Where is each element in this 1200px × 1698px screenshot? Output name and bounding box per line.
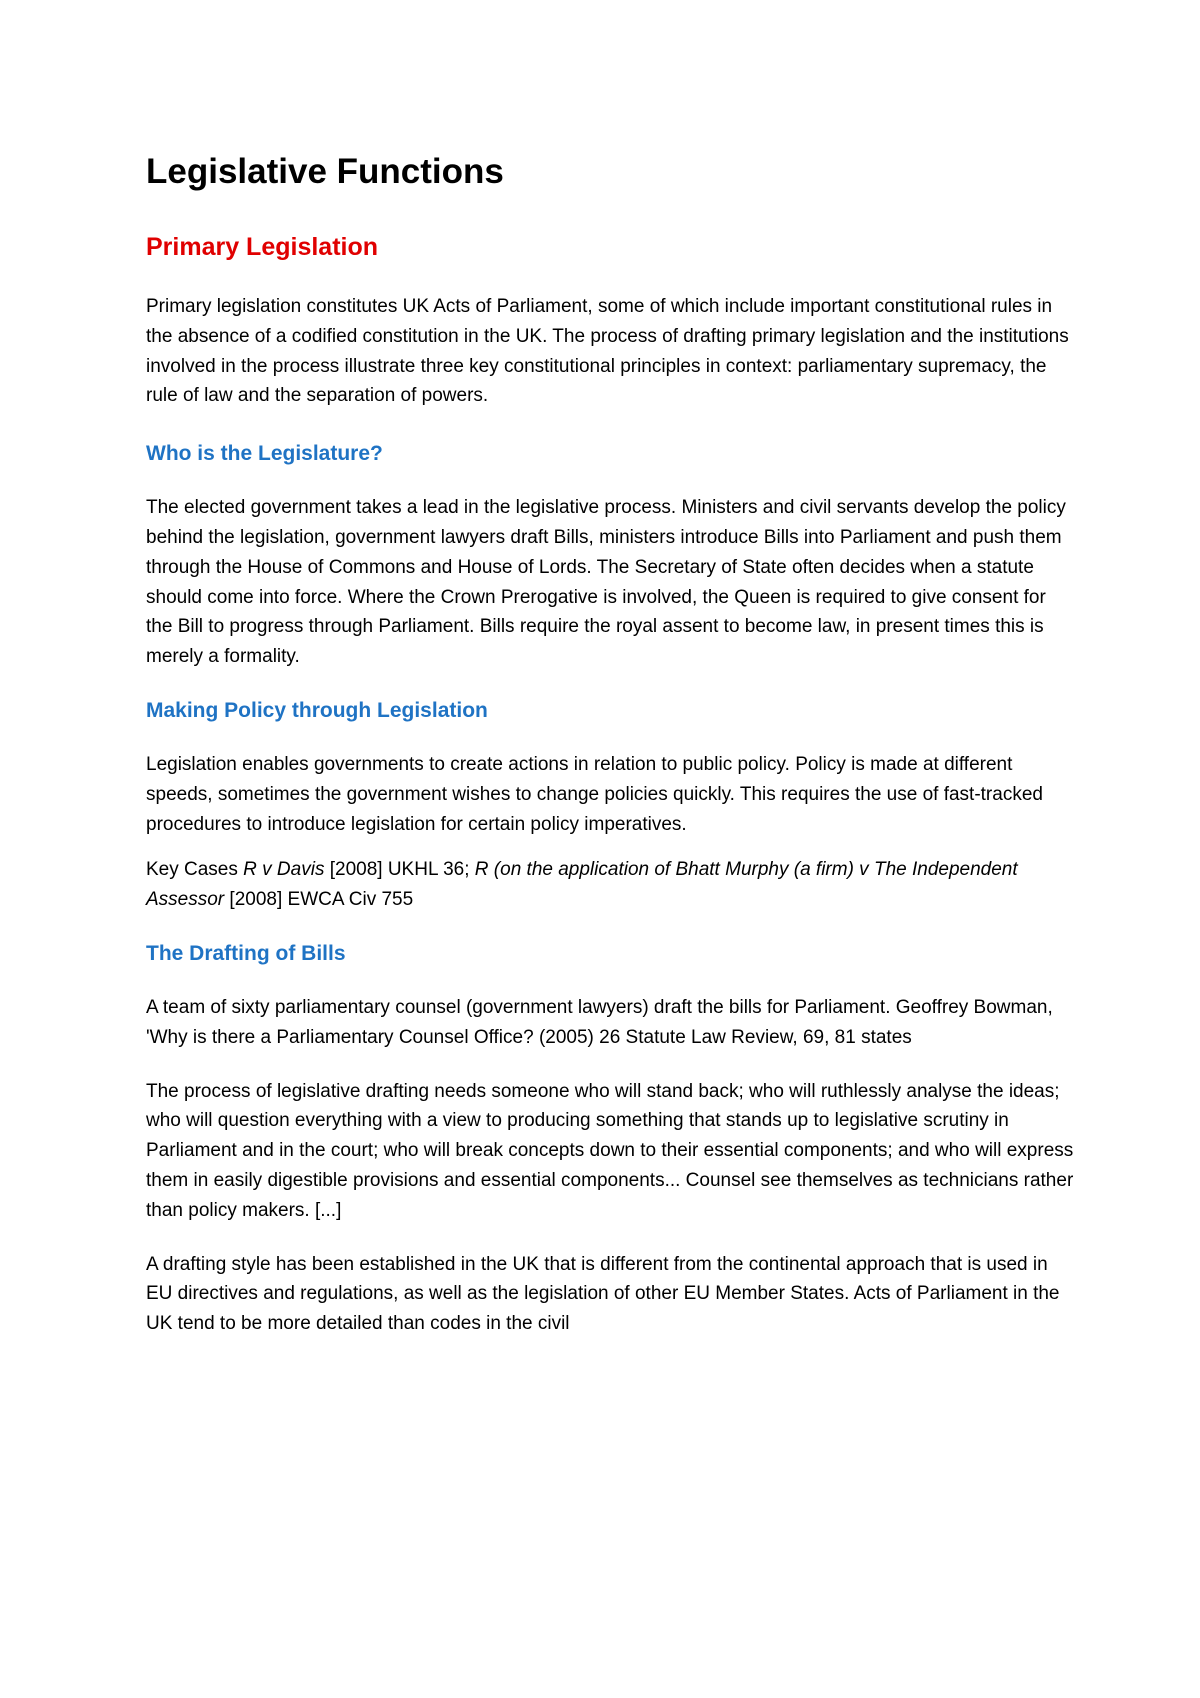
key-cases-paragraph	[146, 855, 1076, 915]
who-is-legislature-paragraph: The elected government takes a lead in the legislative process. Ministers and civil servants develop the policy behind the legislation, government lawyers draft Bills, ministers introduce Bills into Parliament and push them through the House of Commons and House of Lords. The Secretary of State often decides when a statute should come into force. Where the Crown Prerogative is involved, the Queen is required to give consent for the Bill to progress through Parliament. Bills require the royal assent to become law, in present times this is merely a formality.	[146, 497, 1066, 668]
primary-legislation-paragraph: Primary legislation constitutes UK Acts of Parliament, some of which include important constitutional rules in the absence of a codified constitution in the UK. The process of drafting primary legislation and the institutions involved in the process illustrate three key constitutional principles in context: parliamentary supremacy, the rule of law and the separation of powers.	[146, 296, 1069, 407]
document-page	[146, 150, 1076, 1339]
key-cases-prefix: Key Cases	[146, 859, 244, 881]
who-is-legislature-heading: Who is the Legislature?	[146, 442, 383, 466]
making-policy-paragraph: Legislation enables governments to create actions in relation to public policy. Policy is made at different speeds, sometimes the government wishes to change policies quickly. This requires the use of fast-tracked procedures to introduce legislation for certain policy imperatives.	[146, 753, 1043, 835]
case-2-name: R (on the application of Bhatt Murphy (a firm) v The Independent Assessor	[146, 859, 1018, 911]
case-2-citation: [2008] EWCA Civ 755	[224, 889, 414, 911]
case-1-citation: [2008] UKHL 36;	[324, 859, 475, 881]
primary-legislation-heading: Primary Legislation	[146, 233, 379, 261]
document-title: Legislative Functions	[146, 152, 504, 191]
drafting-paragraph-1: A team of sixty parliamentary counsel (government lawyers) draft the bills for Parliament. Geoffrey Bowman, 'Why is there a Parliamentary Counsel Office? (2005) 26 Statute Law Review, 69, 81 states	[146, 996, 1053, 1048]
making-policy-heading: Making Policy through Legislation	[146, 698, 488, 722]
drafting-paragraph-2: A drafting style has been established in the UK that is different from the continental approach that is used in EU directives and regulations, as well as the legislation of other EU Member States. Acts of Parliament in the UK tend to be more detailed than codes in the civil	[146, 1253, 1060, 1335]
case-1-name: R v Davis	[243, 859, 325, 881]
drafting-of-bills-heading: The Drafting of Bills	[146, 941, 346, 965]
drafting-quote: The process of legislative drafting needs someone who will stand back; who will ruthlessly analyse the ideas; who will question everything with a view to producing something that stands up to legislative scrutiny in Parliament and in the court; who will break concepts down to their essential components; and who will express them in easily digestible provisions and essential components... Counsel see themselves as technicians rather than policy makers. [...]	[146, 1080, 1074, 1221]
